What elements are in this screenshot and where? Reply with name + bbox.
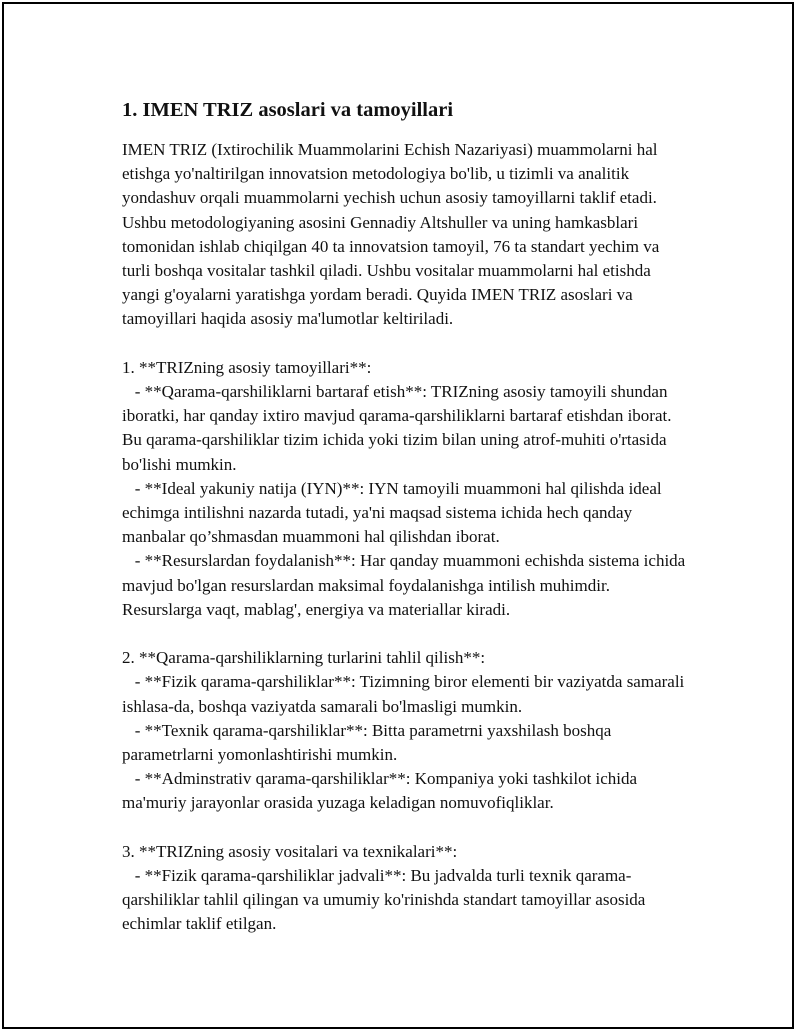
document-body [122, 96, 688, 937]
list-item: - **Adminstrativ qarama-qarshiliklar**: Kompaniya yoki tashkilot ichida ma'muriy jarayonlar orasida yuzaga keladigan nomuvofiqliklar. [122, 769, 642, 813]
list-item: - **Texnik qarama-qarshiliklar**: Bitta parametrni yaxshilash boshqa parametrlarni yomonlashtirishi mumkin. [122, 720, 616, 765]
section-heading: 3. **TRIZning asosiy vositalari va texnikalari**: [122, 841, 458, 861]
spacer [122, 622, 688, 646]
section-3 [122, 840, 688, 937]
list-item: - **Ideal yakuniy natija (IYN)**: IYN tamoyili muammoni hal qilishda ideal echimga intilishni nazarda tutadi, ya'ni maqsad sistema ichida hech qanday manbalar qo’shmasdan muammoni hal qilishdan iborat. [122, 478, 666, 547]
spacer [122, 816, 688, 840]
list-item: - **Qarama-qarshiliklarni bartaraf etish**: TRIZning asosiy tamoyili shundan iboratki, har qanday ixtiro mavjud qarama-qarshiliklarni bartaraf etishdan iborat. Bu qarama-qarshiliklar tizim ichida yoki tizim bilan uning atrof-muhiti o'rtasida bo'lishi mumkin. [122, 382, 676, 474]
list-item: - **Fizik qarama-qarshiliklar**: Tizimning biror elementi bir vaziyatda samarali ishlasa-da, boshqa vaziyatda samarali bo'lmasligi mumkin. [122, 672, 689, 716]
spacer [122, 332, 688, 356]
section-heading: 1. **TRIZning asosiy tamoyillari**: [122, 357, 372, 377]
section-heading: 2. **Qarama-qarshiliklarning turlarini tahlil qilish**: [122, 648, 486, 668]
section-1 [122, 356, 688, 622]
list-item: - **Resurslardan foydalanish**: Har qanday muammoni echishda sistema ichida mavjud bo'lgan resurslardan maksimal foydalanishga intilish muhimdir. Resurslarga vaqt, mablag', energiya va materiallar kiradi. [122, 551, 690, 619]
intro-paragraph: IMEN TRIZ (Ixtirochilik Muammolarini Echish Nazariyasi) muammolarni hal etishga yo'naltirilgan innovatsion metodologiya bo'lib, u tizimli va analitik yondashuv orqali muammolarni yechish uchun asosiy tamoyillarni taklif etadi. Ushbu metodologiyaning asosini Gennadiy Altshuller va uning hamkasblari tomonidan ishlab chiqilgan 40 ta innovatsion tamoyil, 76 ta standart yechim va turli boshqa vositalar tashkil qiladi. Ushbu vositalar muammolarni hal etishda yangi g'oyalarni yaratishga yordam beradi. Quyida IMEN TRIZ asoslari va tamoyillari haqida asosiy ma'lumotlar keltiriladi. [122, 140, 664, 329]
section-2 [122, 646, 688, 815]
list-item: - **Fizik qarama-qarshiliklar jadvali**: Bu jadvalda turli texnik qarama-qarshiliklar tahlil qilingan va umumiy ko'rinishda standart tamoyillar asosida echimlar taklif etilgan. [122, 866, 650, 934]
document-title: 1. IMEN TRIZ asoslari va tamoyillari [122, 99, 454, 121]
page-frame [2, 2, 794, 1029]
